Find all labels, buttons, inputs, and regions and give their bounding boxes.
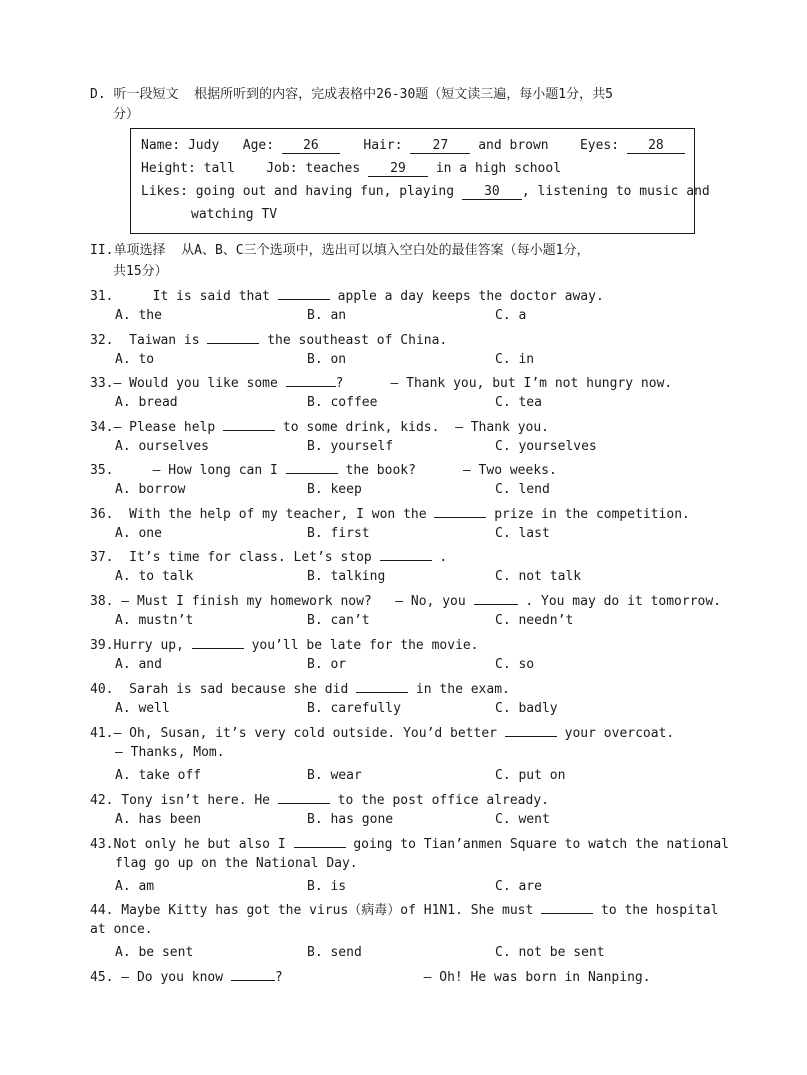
age-label: Age: (242, 138, 275, 153)
job-after: in a high school (435, 161, 562, 176)
option-c[interactable]: C. needn’t (495, 613, 574, 628)
question-text: ? — Oh! He was born in Nanping. (274, 970, 651, 985)
option-a[interactable]: A. to talk (115, 569, 194, 584)
question-text: ? — Thank you, but I’m not hungry now. (335, 376, 673, 391)
question-text: 39.Hurry up, (90, 638, 192, 653)
question-text: prize in the competition. (486, 507, 690, 522)
name-field: Name: Judy (141, 138, 220, 153)
option-a[interactable]: A. and (115, 657, 162, 672)
option-a[interactable]: A. has been (115, 812, 202, 827)
answer-blank[interactable] (223, 417, 275, 431)
option-a[interactable]: A. am (115, 879, 155, 894)
option-b[interactable]: B. wear (307, 768, 362, 783)
question-43 (90, 834, 729, 853)
section-d-header-line2: 分） (113, 107, 140, 122)
question-text: 43.Not only he but also I (90, 837, 294, 852)
option-b[interactable]: B. first (307, 526, 370, 541)
option-c[interactable]: C. a (495, 308, 527, 323)
question-text: apple a day keeps the doctor away. (329, 289, 604, 304)
question-text: the book? — Two weeks. (337, 463, 557, 478)
option-c[interactable]: C. so (495, 657, 535, 672)
question-31 (90, 286, 604, 305)
option-c[interactable]: C. went (495, 812, 550, 827)
answer-blank[interactable] (356, 679, 408, 693)
question-text: 35. — How long can I (90, 463, 286, 478)
answer-blank[interactable] (474, 591, 518, 605)
question-text: in the exam. (408, 682, 510, 697)
option-a[interactable]: A. well (115, 701, 170, 716)
option-a[interactable]: A. the (115, 308, 162, 323)
question-continuation: at once. (90, 922, 153, 937)
table-row-4: watching TV (191, 207, 278, 222)
option-b[interactable]: B. has gone (307, 812, 394, 827)
option-b[interactable]: B. talking (307, 569, 386, 584)
option-b[interactable]: B. yourself (307, 439, 394, 454)
answer-blank[interactable] (231, 967, 275, 981)
question-text: . You may do it tomorrow. (517, 594, 722, 609)
question-continuation: — Thanks, Mom. (115, 745, 225, 760)
option-c[interactable]: C. in (495, 352, 535, 367)
question-34 (90, 417, 549, 436)
question-text: 36. With the help of my teacher, I won the (90, 507, 435, 522)
section-d-header-line1: D. 听一段短文 根据所听到的内容，完成表格中26-30题（短文读三遍，每小题1分，共5 (90, 87, 613, 102)
question-45 (90, 967, 651, 986)
question-41 (90, 723, 674, 742)
option-b[interactable]: B. coffee (307, 395, 378, 410)
answer-blank[interactable] (207, 330, 259, 344)
answer-blank[interactable] (505, 723, 557, 737)
option-a[interactable]: A. ourselves (115, 439, 209, 454)
table-row-2 (141, 161, 561, 177)
option-a[interactable]: A. be sent (115, 945, 194, 960)
question-39 (90, 635, 479, 654)
option-c[interactable]: C. not talk (495, 569, 582, 584)
answer-blank[interactable] (286, 460, 338, 474)
question-text: your overcoat. (556, 726, 675, 741)
question-text: to the hospital (593, 903, 719, 918)
question-32 (90, 330, 447, 349)
blank-30[interactable]: 30 (462, 185, 522, 200)
option-b[interactable]: B. or (307, 657, 347, 672)
option-a[interactable]: A. take off (115, 768, 202, 783)
option-b[interactable]: B. keep (307, 482, 362, 497)
option-c[interactable]: C. last (495, 526, 550, 541)
question-text: to the post office already. (329, 793, 549, 808)
info-table (130, 128, 710, 234)
option-a[interactable]: A. bread (115, 395, 178, 410)
option-a[interactable]: A. to (115, 352, 155, 367)
question-text: 41.— Oh, Susan, it’s very cold outside. You’d better (90, 726, 505, 741)
option-a[interactable]: A. mustn’t (115, 613, 194, 628)
option-c[interactable]: C. tea (495, 395, 542, 410)
question-text: 31. It is said that (90, 289, 278, 304)
hair-label: Hair: (363, 138, 403, 153)
eyes-label: Eyes: (579, 138, 620, 153)
option-b[interactable]: B. an (307, 308, 347, 323)
question-35 (90, 460, 557, 479)
blank-26[interactable]: 26 (282, 139, 340, 154)
option-a[interactable]: A. borrow (115, 482, 186, 497)
blank-27[interactable]: 27 (410, 139, 470, 154)
option-b[interactable]: B. send (307, 945, 362, 960)
question-text: 42. Tony isn’t here. He (90, 793, 278, 808)
option-a[interactable]: A. one (115, 526, 162, 541)
question-44 (90, 900, 718, 919)
option-c[interactable]: C. lend (495, 482, 550, 497)
option-b[interactable]: B. carefully (307, 701, 401, 716)
question-33 (90, 373, 672, 392)
question-38 (90, 591, 721, 610)
question-text: going to Tian’anmen Square to watch the national (345, 837, 730, 852)
question-40 (90, 679, 510, 698)
question-36 (90, 504, 690, 523)
question-text: 40. Sarah is sad because she did (90, 682, 357, 697)
option-c[interactable]: C. yourselves (495, 439, 597, 454)
section-ii-header-line2: 共15分） (113, 264, 168, 279)
table-row-3 (141, 184, 710, 200)
table-row-1 (141, 138, 685, 154)
question-37 (90, 547, 447, 566)
question-text: 34.— Please help (90, 420, 224, 435)
answer-blank[interactable] (192, 635, 244, 649)
question-text: . (431, 550, 448, 565)
question-text: 45. — Do you know (90, 970, 231, 985)
height-field: Height: tall (141, 161, 235, 176)
question-text: 33.— Would you like some (90, 376, 286, 391)
question-text: 37. It’s time for class. Let’s stop (90, 550, 380, 565)
option-c[interactable]: C. are (495, 879, 542, 894)
hair-after: and brown (478, 138, 549, 153)
answer-blank[interactable] (278, 286, 330, 300)
blank-28[interactable]: 28 (627, 139, 685, 154)
answer-blank[interactable] (541, 900, 593, 914)
option-c[interactable]: C. not be sent (495, 945, 605, 960)
question-text: 38. — Must I finish my homework now? — No, you (90, 594, 474, 609)
answer-blank[interactable] (278, 790, 330, 804)
job-label: Job: teaches (266, 161, 361, 176)
blank-29[interactable]: 29 (368, 162, 428, 177)
answer-blank[interactable] (434, 504, 486, 518)
option-b[interactable]: B. on (307, 352, 347, 367)
answer-blank[interactable] (380, 547, 432, 561)
question-text: to some drink, kids. — Thank you. (275, 420, 549, 435)
likes-after: , listening to music and (521, 184, 710, 199)
option-b[interactable]: B. is (307, 879, 347, 894)
question-text: 44. Maybe Kitty has got the virus（病毒）of H1N1. She must (90, 903, 542, 918)
question-42 (90, 790, 549, 809)
likes-label: Likes: going out and having fun, playing (141, 184, 455, 199)
option-c[interactable]: C. put on (495, 768, 566, 783)
question-text: the southeast of China. (259, 333, 448, 348)
question-text: you’ll be late for the movie. (243, 638, 479, 653)
option-b[interactable]: B. can’t (307, 613, 370, 628)
section-ii-header-line1: II.单项选择 从A、B、C三个选项中，选出可以填入空白处的最佳答案（每小题1分， (90, 243, 590, 258)
question-text: 32. Taiwan is (90, 333, 208, 348)
option-c[interactable]: C. badly (495, 701, 558, 716)
answer-blank[interactable] (294, 834, 346, 848)
question-continuation: flag go up on the National Day. (115, 856, 358, 871)
answer-blank[interactable] (286, 373, 336, 387)
